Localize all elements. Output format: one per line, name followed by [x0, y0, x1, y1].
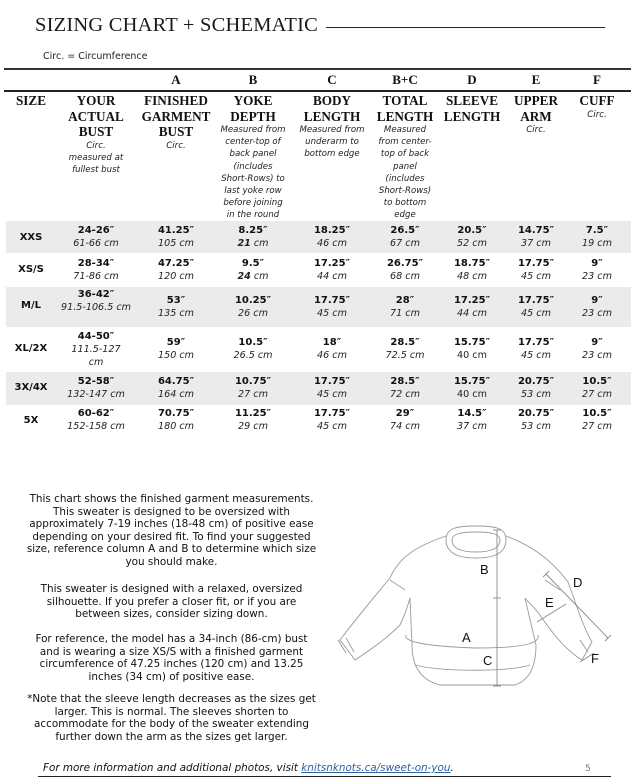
value-cm: 45 cm — [521, 271, 551, 282]
cell-upper-arm — [518, 407, 554, 433]
header-cuff-sub: Circ. — [587, 109, 607, 120]
row-size-label: M/L — [21, 300, 41, 311]
header-total-length-sub: top of back — [380, 149, 430, 160]
value-cm: 27 cm — [582, 421, 612, 432]
header-yoke-depth-sub: (includes — [233, 161, 273, 172]
header-yoke-depth-line: DEPTH — [230, 108, 276, 124]
value-cm: 46 cm — [317, 238, 347, 249]
value-inches: 10.5″ — [582, 376, 612, 387]
cell-sleeve-length — [454, 375, 490, 401]
value-inches: 10.25″ — [234, 295, 272, 306]
header-yoke-depth-sub: center-top of — [225, 137, 281, 148]
value-cm: 45 cm — [521, 350, 551, 361]
note-line: you should make. — [125, 555, 218, 568]
value-cm: 53 cm — [521, 421, 551, 432]
footer-text: For more information and additional photos, visit — [43, 762, 302, 774]
note-paragraph-relaxed-fit — [14, 583, 329, 621]
cell-yoke-depth — [237, 224, 268, 250]
column-letter-d: D — [467, 72, 477, 87]
value-cm: 71-86 cm — [73, 271, 119, 282]
cell-finished-bust — [158, 294, 194, 320]
schematic-label-c: C — [483, 653, 493, 668]
cell-upper-arm — [518, 375, 554, 401]
header-actual-bust-sub: Circ. — [86, 140, 106, 151]
schematic-label-a: A — [462, 630, 471, 645]
value-inches: 18″ — [322, 337, 342, 348]
value-inches: 64.75″ — [157, 376, 195, 387]
value-inches: 14.5″ — [457, 408, 487, 419]
header-yoke-depth — [220, 93, 285, 222]
cell-cuff — [582, 375, 612, 401]
value-inches: 20.75″ — [517, 408, 555, 419]
header-total-length-sub: Short-Rows) — [378, 186, 432, 197]
note-line: This sweater is designed to be oversized with — [53, 505, 290, 518]
row-size-label: XL/2X — [14, 343, 48, 354]
circumference-note: Circ. = Circumference — [43, 51, 148, 62]
cell-upper-arm — [518, 294, 554, 320]
cell-cuff — [582, 257, 612, 283]
cell-total-length — [390, 224, 420, 250]
value-cm: 23 cm — [582, 308, 612, 319]
header-sleeve-length-line: LENGTH — [443, 108, 501, 124]
cell-actual-bust — [67, 407, 125, 433]
value-inches: 17.75″ — [517, 258, 555, 269]
header-actual-bust-line: YOUR — [76, 93, 116, 108]
value-inches: 52-58″ — [77, 376, 115, 387]
header-finished-bust-line: GARMENT — [141, 108, 211, 124]
cell-yoke-depth — [235, 375, 271, 401]
value-cm: 72 cm — [390, 389, 420, 400]
value-cm: 45 cm — [317, 389, 347, 400]
cell-body-length — [314, 294, 350, 320]
header-body-length-sub: Measured from — [299, 125, 365, 135]
value-cm: 72.5 cm — [385, 350, 425, 361]
value-inches: 20.75″ — [517, 376, 555, 387]
value-inches: 10.5″ — [582, 408, 612, 419]
value-cm: 120 cm — [158, 271, 194, 282]
value-inches: 17.75″ — [313, 376, 351, 387]
value-cm: 40 cm — [457, 389, 487, 400]
header-yoke-depth-sub: in the round — [226, 210, 280, 221]
note-line: between sizes, consider sizing down. — [75, 608, 268, 621]
value-inches: 24-26″ — [77, 225, 115, 236]
value-cm: 26 cm — [238, 308, 268, 319]
cell-body-length — [314, 375, 350, 401]
value-inches: 10.75″ — [234, 376, 272, 387]
column-letter-a: A — [171, 72, 181, 87]
cell-sleeve-length — [454, 294, 490, 320]
value-cm: 21 cm — [237, 238, 269, 249]
cell-total-length — [385, 336, 424, 362]
cell-body-length — [317, 336, 347, 362]
value-cm: 135 cm — [158, 308, 194, 319]
pattern-link[interactable]: knitsnknots.ca/sweet-on-you — [301, 762, 451, 774]
table-top-rule — [4, 68, 631, 70]
header-body-length-sub: bottom edge — [304, 149, 360, 160]
value-cm: 44 cm — [317, 271, 347, 282]
cell-sleeve-length — [454, 257, 490, 283]
value-cm: 132-147 cm — [67, 389, 125, 400]
cell-body-length — [314, 407, 350, 433]
header-total-length-line: LENGTH — [376, 108, 434, 124]
header-finished-bust-line: FINISHED — [144, 93, 208, 108]
note-line: This chart shows the finished garment measurements. — [29, 493, 314, 505]
value-cm: 67 cm — [390, 238, 420, 249]
header-body-length — [299, 93, 364, 161]
value-inches: 9″ — [591, 295, 603, 306]
value-cm: 111.5-127 cm — [71, 344, 121, 368]
cell-yoke-depth — [235, 294, 271, 320]
value-inches: 18.75″ — [453, 258, 491, 269]
header-finished-bust-sub: Circ. — [166, 140, 186, 151]
schematic-label-b: B — [480, 562, 489, 577]
value-cm: 23 cm — [582, 271, 612, 282]
value-cm: 150 cm — [158, 350, 194, 361]
page-title: SIZING CHART + SCHEMATIC — [35, 13, 318, 36]
value-cm: 45 cm — [317, 308, 347, 319]
sweater-schematic-diagram — [330, 490, 630, 700]
cell-actual-bust — [73, 257, 119, 283]
page-number: 5 — [585, 764, 591, 774]
header-body-length-sub: underarm to — [305, 137, 359, 148]
note-line: circumference of 47.25 inches (120 cm) and 13.25 — [39, 658, 304, 671]
value-inches: 9.5″ — [241, 258, 265, 269]
note-line: depending on your desired fit. To find your suggested — [32, 530, 311, 543]
header-actual-bust-sub: fullest bust — [72, 164, 120, 175]
schematic-label-d: D — [573, 575, 583, 590]
cell-cuff — [582, 336, 612, 362]
cell-cuff — [582, 407, 612, 433]
value-cm: 29 cm — [238, 421, 268, 432]
cell-upper-arm — [518, 257, 554, 283]
cell-body-length — [314, 224, 350, 250]
cell-yoke-depth — [237, 257, 268, 283]
value-inches: 36-42″ — [77, 289, 115, 300]
value-inches: 17.75″ — [313, 408, 351, 419]
value-inches: 11.25″ — [234, 408, 272, 419]
header-total-length-line: TOTAL — [382, 93, 428, 108]
page-title-row — [35, 12, 605, 38]
value-cm: 152-158 cm — [67, 421, 125, 432]
value-cm: 45 cm — [521, 308, 551, 319]
value-cm: 45 cm — [317, 421, 347, 432]
row-size-label: XS/S — [18, 264, 44, 275]
note-paragraph-finished-measurements — [14, 493, 329, 569]
note-line: For reference, the model has a 34-inch (86-cm) bust — [35, 633, 308, 645]
header-sleeve-length — [444, 93, 500, 124]
value-inches: 20.5″ — [457, 225, 487, 236]
header-yoke-depth-sub: Short-Rows) to — [221, 173, 285, 184]
note-line: silhouette. If you prefer a closer fit, or if you are — [46, 595, 297, 608]
value-inches: 18.25″ — [313, 225, 351, 236]
header-size — [16, 93, 46, 109]
cell-total-length — [390, 375, 420, 401]
value-inches: 28-34″ — [77, 258, 115, 269]
cell-actual-bust — [67, 375, 125, 401]
value-inches: 60-62″ — [77, 408, 115, 419]
value-cm: 74 cm — [390, 421, 420, 432]
header-cuff — [579, 93, 614, 121]
value-inches: 17.25″ — [313, 258, 351, 269]
value-cm: 23 cm — [582, 350, 612, 361]
value-inches: 17.75″ — [313, 295, 351, 306]
header-total-length-sub: Measured — [383, 125, 427, 135]
header-upper-arm-line: UPPER — [514, 93, 558, 108]
note-line: inches (34 cm) of positive ease. — [88, 670, 255, 683]
value-inches: 47.25″ — [157, 258, 195, 269]
cell-body-length — [314, 257, 350, 283]
column-letter-e: E — [531, 72, 541, 87]
value-inches: 44-50″ — [77, 331, 115, 342]
header-actual-bust-sub: measured at — [68, 152, 124, 163]
header-upper-arm-sub: Circ. — [526, 125, 546, 135]
cell-total-length — [390, 407, 420, 433]
value-cm: 61-66 cm — [73, 238, 119, 249]
value-cm: 27 cm — [238, 389, 268, 400]
cell-cuff — [582, 224, 612, 250]
value-cm: 37 cm — [521, 238, 551, 249]
value-cm: 19 cm — [582, 238, 612, 249]
value-inches: 26.5″ — [390, 225, 420, 236]
cell-finished-bust — [158, 336, 194, 362]
value-inches: 15.75″ — [453, 337, 491, 348]
value-inches: 28.5″ — [390, 337, 420, 348]
cell-actual-bust — [60, 288, 132, 314]
value-inches: 14.75″ — [517, 225, 555, 236]
header-body-length-line: LENGTH — [303, 108, 361, 124]
cell-total-length — [390, 294, 420, 320]
footer-rule — [38, 776, 611, 777]
cell-sleeve-length — [457, 407, 487, 433]
value-cm: 27 cm — [582, 389, 612, 400]
value-cm: 180 cm — [158, 421, 194, 432]
value-inches: 17.25″ — [453, 295, 491, 306]
value-cm: 46 cm — [317, 350, 347, 361]
cell-actual-bust — [73, 224, 119, 250]
row-size-label: 5X — [23, 415, 39, 426]
value-inches: 29″ — [395, 408, 415, 419]
note-line: further down the arm as the sizes get larger. — [55, 730, 288, 743]
header-sleeve-length-line: SLEEVE — [445, 93, 499, 108]
cell-cuff — [582, 294, 612, 320]
header-total-length-sub: (includes — [385, 173, 425, 184]
cell-yoke-depth — [233, 336, 272, 362]
note-paragraph-model-reference — [14, 633, 329, 683]
value-cm: 26.5 cm — [233, 350, 273, 361]
header-upper-arm — [514, 93, 558, 136]
footer-note — [43, 762, 454, 774]
header-yoke-depth-sub: last yoke row — [224, 186, 282, 197]
value-cm: 91.5-106.5 cm — [61, 302, 131, 313]
cell-sleeve-length — [454, 336, 490, 362]
cell-finished-bust — [158, 407, 194, 433]
value-inches: 15.75″ — [453, 376, 491, 387]
value-cm: 105 cm — [158, 238, 194, 249]
value-inches: 8.25″ — [238, 225, 268, 236]
value-inches: 9″ — [591, 258, 603, 269]
value-cm: 52 cm — [457, 238, 487, 249]
value-cm: 37 cm — [457, 421, 487, 432]
column-letter-b: B — [248, 72, 258, 87]
schematic-label-e: E — [545, 595, 554, 610]
value-inches: 17.75″ — [517, 295, 555, 306]
header-upper-arm-line: ARM — [520, 108, 552, 124]
value-cm: 71 cm — [390, 308, 420, 319]
value-cm: 44 cm — [457, 308, 487, 319]
header-total-length-sub: from center- — [378, 137, 432, 148]
header-actual-bust-line: ACTUAL — [68, 108, 124, 124]
value-inches: 7.5″ — [585, 225, 609, 236]
column-letter-b-plus-c: B+C — [392, 72, 418, 87]
value-inches: 17.75″ — [517, 337, 555, 348]
note-paragraph-sleeve-length — [14, 693, 329, 743]
note-line: size, reference column A and B to determine which size — [26, 543, 317, 556]
row-size-label: 3X/4X — [14, 382, 48, 393]
value-cm: 53 cm — [521, 389, 551, 400]
value-inches: 53″ — [166, 295, 186, 306]
header-yoke-depth-sub: before joining — [223, 198, 283, 209]
value-inches: 70.75″ — [157, 408, 195, 419]
value-inches: 10.5″ — [238, 337, 268, 348]
header-yoke-depth-sub: Measured from — [220, 125, 286, 135]
value-inches: 59″ — [166, 337, 186, 348]
header-yoke-depth-line: YOKE — [233, 93, 273, 108]
value-cm: 40 cm — [457, 350, 487, 361]
value-cm: 68 cm — [390, 271, 420, 282]
note-line: This sweater is designed with a relaxed, oversized — [40, 583, 303, 595]
cell-finished-bust — [158, 257, 194, 283]
note-line: accommodate for the body of the sweater extending — [34, 718, 309, 731]
header-body-length-line: BODY — [312, 93, 352, 108]
value-inches: 9″ — [591, 337, 603, 348]
header-actual-bust — [68, 93, 124, 176]
note-line: *Note that the sleeve length decreases as the sizes get — [27, 693, 316, 705]
value-inches: 28.5″ — [390, 376, 420, 387]
footer-period: . — [450, 762, 454, 774]
header-size-label: SIZE — [15, 93, 47, 108]
cell-yoke-depth — [235, 407, 271, 433]
header-total-length-sub: edge — [394, 210, 416, 221]
header-cuff-line: CUFF — [579, 93, 615, 108]
note-line: and is wearing a size XS/S with a finished garment — [39, 645, 304, 658]
cell-total-length — [387, 257, 423, 283]
title-rule-divider — [326, 27, 605, 28]
cell-upper-arm — [518, 224, 554, 250]
value-inches: 28″ — [395, 295, 415, 306]
value-inches: 26.75″ — [386, 258, 424, 269]
schematic-label-f: F — [591, 651, 599, 666]
column-letter-c: C — [327, 72, 337, 87]
cell-finished-bust — [158, 375, 194, 401]
header-finished-bust — [142, 93, 211, 152]
header-total-length-sub: panel — [393, 161, 417, 172]
cell-finished-bust — [158, 224, 194, 250]
note-line: larger. This is normal. The sleeves shorten to — [54, 705, 289, 718]
header-total-length — [377, 93, 433, 222]
column-letter-f: F — [593, 72, 601, 87]
value-cm: 48 cm — [457, 271, 487, 282]
value-cm: 24 cm — [237, 271, 269, 282]
header-total-length-sub: to bottom — [383, 198, 427, 209]
value-inches: 41.25″ — [157, 225, 195, 236]
header-finished-bust-line: BUST — [158, 124, 194, 139]
header-actual-bust-line: BUST — [78, 124, 114, 139]
value-cm: 164 cm — [158, 389, 194, 400]
row-size-label: XXS — [19, 232, 43, 243]
cell-sleeve-length — [457, 224, 487, 250]
header-yoke-depth-sub: back panel — [229, 149, 277, 160]
note-line: approximately 7-19 inches (18-48 cm) of positive ease — [29, 518, 314, 531]
sweater-outline-icon — [338, 526, 592, 685]
table-header-rule — [4, 90, 631, 92]
cell-actual-bust — [63, 330, 129, 369]
cell-upper-arm — [518, 336, 554, 362]
